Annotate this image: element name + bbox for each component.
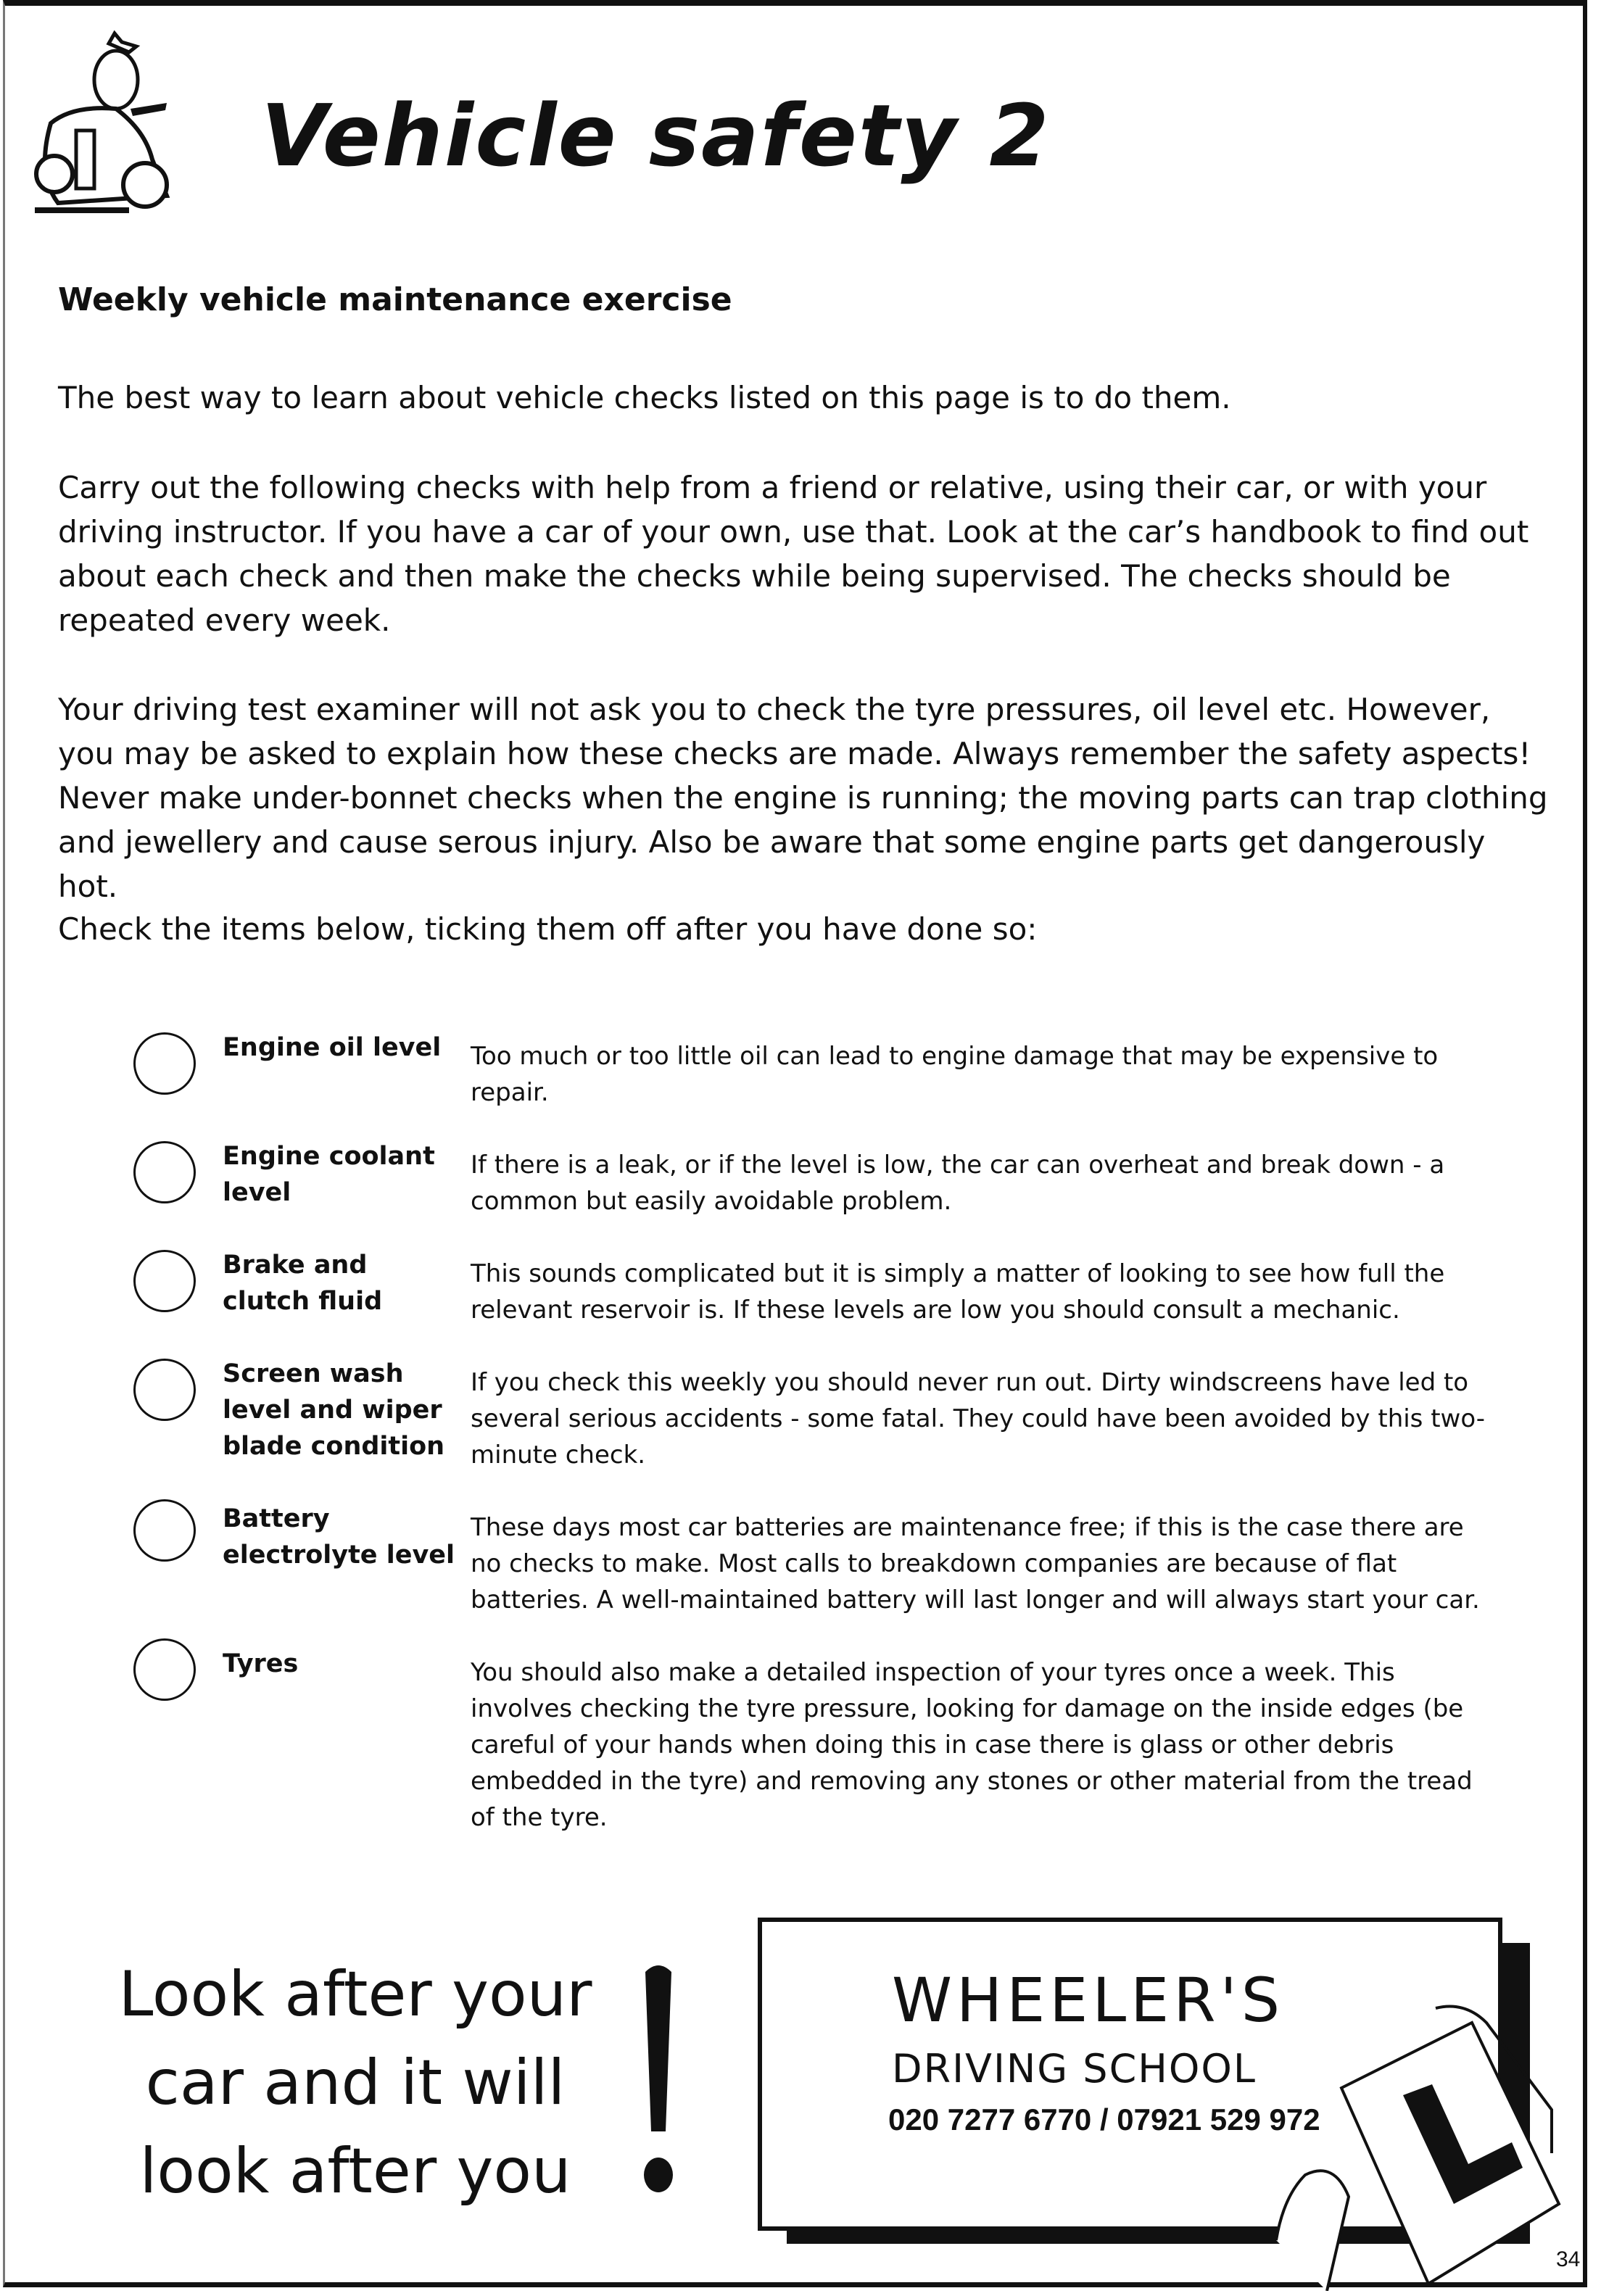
advert-subtitle: DRIVING SCHOOL xyxy=(892,2046,1257,2092)
item-description: If there is a leak, or if the level is low, the car can overheat and break down - a common but easily avoidable problem. xyxy=(471,1151,1445,1216)
item-label: Engine coolant level xyxy=(223,1142,435,1207)
exclamation-mark-icon xyxy=(637,1957,680,2197)
tick-checkbox[interactable] xyxy=(133,1032,196,1095)
cartoon-driver-car-icon xyxy=(22,29,232,217)
checklist-instruction: Check the items below, ticking them off after you have done so: xyxy=(58,911,1038,947)
slogan-line: Look after your xyxy=(118,1958,592,2031)
item-description: If you check this weekly you should never run out. Dirty windscreens have led to several serious accidents - some fatal. They could have been avoided by this two-minute check. xyxy=(471,1368,1486,1470)
item-description: These days most car batteries are maintenance free; if this is the case there are no checks to make. Most calls to breakdown companies are because of flat batteries. A well-maintained battery will last longer and will always start your car. xyxy=(471,1513,1480,1615)
slogan-line: car and it will xyxy=(145,2047,566,2119)
intro-paragraph: The best way to learn about vehicle checks listed on this page is to do them. xyxy=(58,380,1231,415)
tick-checkbox[interactable] xyxy=(133,1499,196,1562)
item-description: You should also make a detailed inspection of your tyres once a week. This involves checking the tyre pressure, looking for damage on the inside edges (be careful of your hands when doing this in case there is glass or other debris embedded in the tyre) and removing any stones or other material from the tread of the tyre. xyxy=(471,1658,1473,1832)
item-label: Engine oil level xyxy=(223,1033,442,1062)
l-plate-hands-icon xyxy=(1233,2001,1581,2291)
section-heading: Weekly vehicle maintenance exercise xyxy=(58,281,732,318)
tick-checkbox[interactable] xyxy=(133,1359,196,1421)
advert-name: WHEELER'S xyxy=(892,1965,1285,2036)
tick-checkbox[interactable] xyxy=(133,1250,196,1312)
item-description: This sounds complicated but it is simply a matter of looking to see how full the relevant reservoir is. If these levels are low you should consult a mechanic. xyxy=(471,1259,1445,1325)
item-label: Tyres xyxy=(223,1649,299,1678)
page-number: 34 xyxy=(1556,2247,1581,2271)
instructions-paragraph: Carry out the following checks with help from a friend or relative, using their car, or with your driving instructor. If you have a car of your own, use that. Look at the car’s handbook to find out about each check and then make the checks while being supervised. The checks should be repeated every week. xyxy=(58,470,1529,638)
item-label: Brake and clutch fluid xyxy=(223,1251,383,1316)
page-title: Vehicle safety 2 xyxy=(261,86,1051,186)
tick-checkbox[interactable] xyxy=(133,1638,196,1701)
item-label: Screen wash level and wiper blade condition xyxy=(223,1359,445,1461)
safety-paragraph: Your driving test examiner will not ask you to check the tyre pressures, oil level etc. However, you may be asked to explain how these checks are made. Always remember the safety aspects! Never make under-bonnet checks when the engine is running; the moving parts can trap clothing and jewellery and cause serous injury. Also be aware that some engine parts get dangerously hot. xyxy=(58,692,1548,904)
item-label: Battery electrolyte level xyxy=(223,1504,455,1570)
slogan-line: look after you xyxy=(139,2135,571,2208)
item-description: Too much or too little oil can lead to engine damage that may be expensive to repair. xyxy=(471,1042,1439,1107)
advert-phone: 020 7277 6770 / 07921 529 972 xyxy=(888,2102,1320,2137)
tick-checkbox[interactable] xyxy=(133,1141,196,1203)
slogan xyxy=(80,1950,631,2216)
